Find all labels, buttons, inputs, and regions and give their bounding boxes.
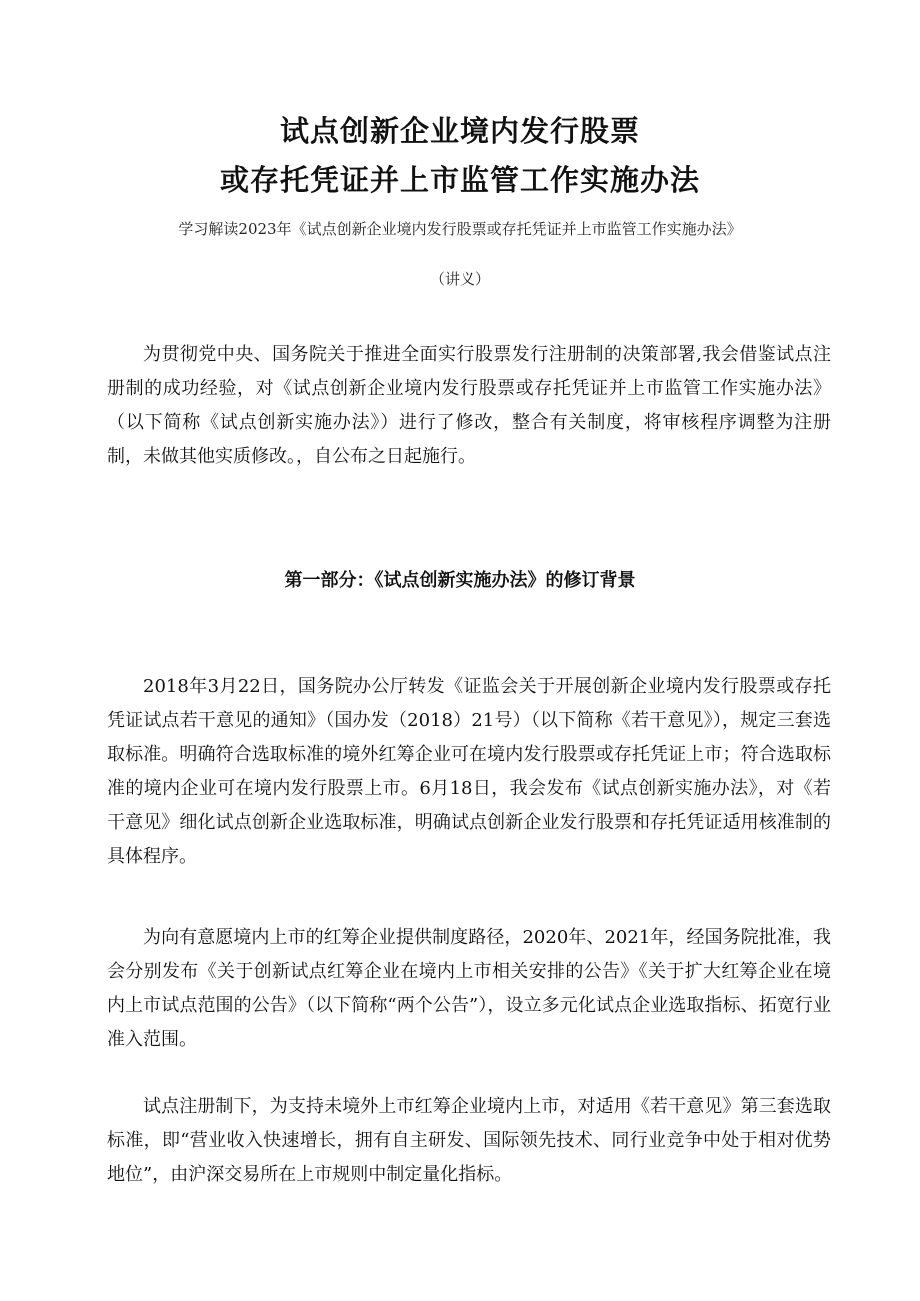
body-paragraph: 为向有意愿境内上市的红筹企业提供制度路径，2020年、2021年，经国务院批准，我会分别发布《关于创新试点红筹企业在境内上市相关安排的公告》《关于扩大红筹企业在境内上市试点范围的公告》（以下简称“两个公告”），设立多元化试点企业选取指标、拓宽行业准入范围。 xyxy=(107,927,831,1050)
lecture-note: （讲义） xyxy=(429,270,490,288)
body-paragraph: 2018年3月22日，国务院办公厅转发《证监会关于开展创新企业境内发行股票或存托凭证试点若干意见的通知》（国办发（2018）21号）（以下简称《若干意见》），规定三套选取标准。明确符合选取标准的境外红筹企业可在境内发行股票或存托凭证上市；符合选取标准的境内企业可在境内发行股票上市。6月18日，我会发布《试点创新实施办法》，对《若干意见》细化试点创新企业选取标准，明确试点创新企业发行股票和存托凭证适用核准制的具体程序。 xyxy=(107,676,831,867)
section-heading: 第一部分：《试点创新实施办法》的修订背景 xyxy=(284,570,636,591)
document-subtitle: 学习解读2023年《试点创新企业境内发行股票或存托凭证并上市监管工作实施办法》 xyxy=(178,220,742,238)
document-title-line-1: 试点创新企业境内发行股票 xyxy=(279,114,640,148)
document-title-line-2: 或存托凭证并上市监管工作实施办法 xyxy=(219,163,700,197)
intro-paragraph: 为贯彻党中央、国务院关于推进全面实行股票发行注册制的决策部署,我会借鉴试点注册制的成功经验，对《试点创新企业境内发行股票或存托凭证并上市监管工作实施办法》（以下简称《试点创新实施办法》）进行了修改，整合有关制度，将审核程序调整为注册制，未做其他实质修改。，自公布之日起施行。 xyxy=(107,344,831,467)
body-paragraph: 试点注册制下，为支持未境外上市红筹企业境内上市，对适用《若干意见》第三套选取标准，即“营业收入快速增长，拥有自主研发、国际领先技术、同行业竞争中处于相对优势地位”，由沪深交易所在上市规则中制定量化指标。 xyxy=(107,1096,831,1185)
